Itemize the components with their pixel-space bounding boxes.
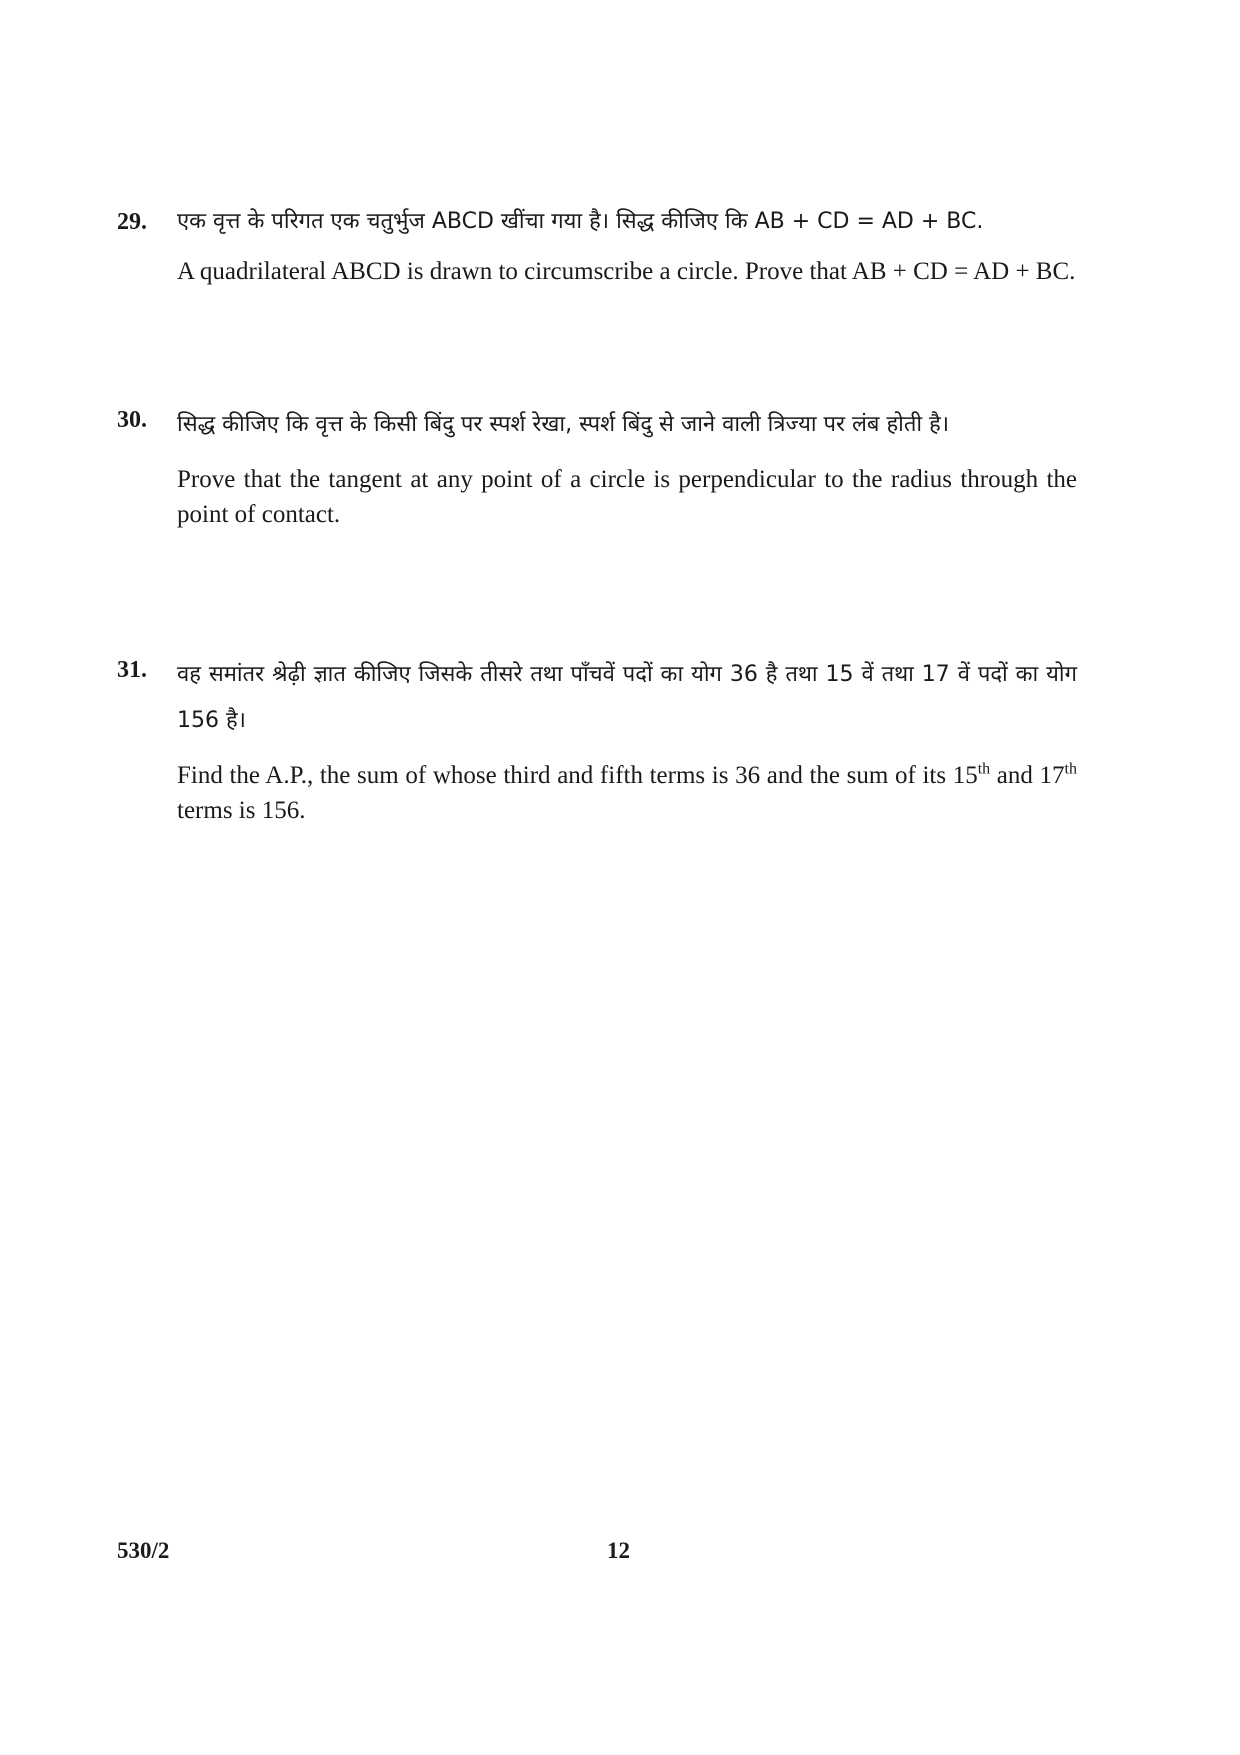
question-body bbox=[177, 402, 1077, 532]
question-text-hindi: सिद्ध कीजिए कि वृत्त के किसी बिंदु पर स्पर्श रेखा, स्पर्श बिंदु से जाने वाली त्रिज्या पर लंब होती है। bbox=[177, 412, 950, 437]
ordinal-suffix: th bbox=[977, 760, 991, 778]
question-text-hindi: एक वृत्त के परिगत एक चतुर्भुज ABCD खींचा गया है। सिद्ध कीजिए कि AB + CD = AD + BC. bbox=[177, 209, 984, 234]
question-text-english: A quadrilateral ABCD is drawn to circumscribe a circle. Prove that AB + CD = AD + BC. bbox=[177, 258, 1076, 285]
page-number: 12 bbox=[607, 1538, 630, 1563]
question-text-english-part: terms is 156. bbox=[177, 797, 306, 824]
question-text-hindi: वह समांतर श्रेढ़ी ज्ञात कीजिए जिसके तीसरे तथा पाँचवें पदों का योग 36 है तथा 15 वें तथा 17 वें पदों का योग 156 है। bbox=[177, 662, 1077, 733]
question-number: 30. bbox=[117, 407, 147, 433]
question-text-english: Prove that the tangent at any point of a circle is perpendicular to the radius through the point of contact. bbox=[177, 466, 1077, 528]
term-number: 17 bbox=[1039, 762, 1065, 789]
question-body bbox=[177, 652, 1077, 828]
question-number: 31. bbox=[117, 657, 147, 683]
paper-code: 530/2 bbox=[117, 1538, 170, 1563]
question-number: 29. bbox=[117, 209, 147, 235]
ordinal-suffix: th bbox=[1064, 760, 1077, 778]
question-text-english-part: Find the A.P., the sum of whose third and fifth terms is 36 and the sum of its bbox=[177, 762, 947, 789]
question-text-english bbox=[177, 758, 1077, 828]
term-number: 15 bbox=[952, 762, 978, 789]
question-body bbox=[177, 204, 1077, 289]
question-text-english-part: and bbox=[990, 762, 1040, 789]
